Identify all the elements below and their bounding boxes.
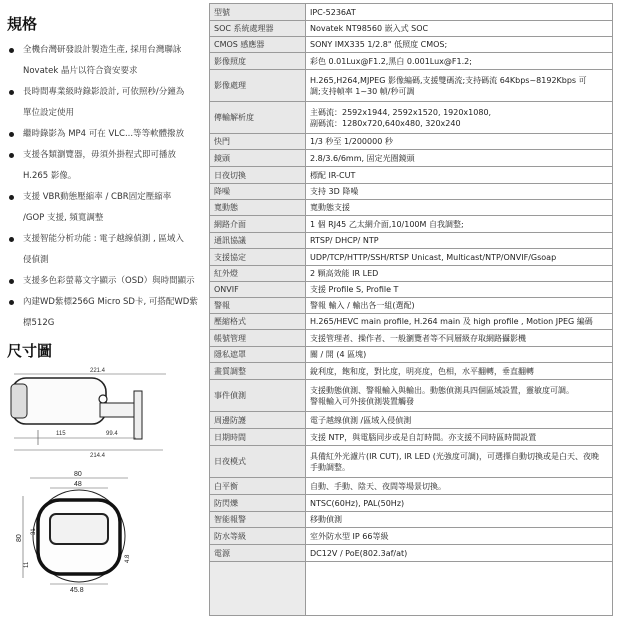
- feature-item-continued: H.265 影像。: [23, 171, 77, 181]
- spec-label: 日夜模式: [210, 446, 306, 478]
- front-small-label: 4.8: [125, 554, 131, 563]
- spec-value: [306, 347, 613, 363]
- spec-value-line: SONY IMX335 1/2.8" 低照度 CMOS;: [310, 40, 448, 49]
- spec-value-line: 2 顆高效能 IR LED: [310, 269, 379, 278]
- spec-value-line: 寬動態支援: [310, 203, 350, 212]
- spec-value: [306, 446, 613, 478]
- spec-row: [210, 446, 613, 478]
- spec-label: 快門: [210, 134, 306, 150]
- spec-value: [306, 545, 613, 562]
- spec-value-line: 移動偵測: [310, 515, 342, 524]
- spec-row: [210, 70, 613, 102]
- spec-row: [210, 314, 613, 330]
- spec-row: [210, 412, 613, 429]
- spec-row: [210, 528, 613, 545]
- spec-row: [210, 429, 613, 446]
- feature-item-continued: 單位設定使用: [23, 108, 75, 118]
- feature-item-continued: 標512G: [23, 318, 55, 328]
- spec-value: [306, 528, 613, 545]
- spec-value: [306, 330, 613, 347]
- feature-item: 長時間專業級時錄影設計, 可依照秒/分鐘為: [0, 82, 205, 103]
- spec-value: [306, 298, 613, 314]
- spec-value-line: RTSP/ DHCP/ NTP: [310, 236, 379, 245]
- spec-row: [210, 200, 613, 216]
- side-view-drawing: [8, 363, 178, 458]
- spec-value-line: UDP/TCP/HTTP/SSH/RTSP Unicast, Multicast/NTP/ONVIF/Gsoap: [310, 252, 557, 262]
- spec-row: [210, 216, 613, 233]
- front-view-drawing: [10, 466, 150, 594]
- spec-value: [306, 150, 613, 167]
- spec-row: [210, 249, 613, 266]
- spec-value-line: 銳利度，飽和度，對比度，明亮度，色相，水平翻轉，垂直翻轉: [310, 366, 534, 376]
- spec-label: 影像處理: [210, 70, 306, 102]
- spec-label: 型號: [210, 4, 306, 21]
- feature-item-continued: /GOP 支援, 頻寬調整: [23, 213, 104, 223]
- front-left-label: 11: [24, 561, 30, 568]
- spec-row: [210, 266, 613, 282]
- spec-row: [210, 495, 613, 512]
- spec-value-line: 1 個 RJ45 乙太網介面,10/100M 自我調整;: [310, 219, 464, 229]
- mount-base: [134, 391, 142, 439]
- spec-row: [210, 21, 613, 37]
- spec-row-empty: [210, 562, 613, 616]
- feature-item-continued: 侵偵測: [23, 255, 49, 265]
- spec-value: [306, 21, 613, 37]
- spec-label: 日期時間: [210, 429, 306, 446]
- spec-label: 日夜切換: [210, 167, 306, 184]
- spec-row: [210, 478, 613, 495]
- spec-value-line: 警報輸入可外接偵測裝置觸發: [310, 396, 414, 406]
- spec-value-line: 自動、手動、陰天、夜間等場景切換。: [310, 481, 446, 491]
- spec-value: [306, 495, 613, 512]
- spec-value-line: 主碼流：2592x1944, 2592x1520, 1920x1080,: [310, 107, 492, 117]
- dim-left-label: 115: [56, 431, 66, 437]
- front-bottom-label: 45.8: [70, 587, 84, 594]
- spec-value: [306, 266, 613, 282]
- spec-label: 帳號管理: [210, 330, 306, 347]
- camera-front-hood: [11, 384, 27, 418]
- front-height-label: 80: [16, 534, 23, 542]
- spec-label: 防閃爍: [210, 495, 306, 512]
- feature-item: 支援智能分析功能 : 電子越線偵測 , 區域入: [0, 229, 205, 250]
- empty-cell: [306, 562, 613, 616]
- spec-label: CMOS 感應器: [210, 37, 306, 53]
- dimension-title: 尺寸圖: [7, 342, 53, 360]
- spec-row: [210, 4, 613, 21]
- dim-bottom-label: 214.4: [90, 453, 106, 458]
- spec-label: 警報: [210, 298, 306, 314]
- spec-row: [210, 363, 613, 380]
- spec-row: [210, 380, 613, 412]
- left-column: [0, 0, 205, 620]
- spec-value-line: 調;支持幀率 1~30 幀/秒可調: [310, 86, 415, 96]
- spec-label: 事件偵測: [210, 380, 306, 412]
- spec-label: 降噪: [210, 184, 306, 200]
- dim-right-label: 99.4: [106, 431, 118, 437]
- spec-value-line: H.265,H264,MJPEG 影像編碼,支援雙碼流;支持碼流 64Kbps~8192Kbps 可: [310, 75, 587, 85]
- spec-row: [210, 37, 613, 53]
- spec-label: 壓縮格式: [210, 314, 306, 330]
- feature-item: 支援多色彩螢幕文字顯示（OSD）與時間顯示: [0, 271, 205, 292]
- feature-item: 內建WD紫標256G Micro SD卡, 可搭配WD紫: [0, 292, 205, 313]
- spec-value: [306, 363, 613, 380]
- spec-value-line: 室外防水型 IP 66等級: [310, 531, 389, 541]
- spec-value-line: 彩色 0.01Lux@F1.2,黑白 0.001Lux@F1.2;: [310, 56, 472, 66]
- spec-value: [306, 314, 613, 330]
- front-lens-window: [50, 514, 108, 544]
- front-inner-width-label: 48: [74, 481, 82, 488]
- spec-value: [306, 134, 613, 150]
- spec-label: 寬動態: [210, 200, 306, 216]
- spec-value-line: 關 / 開 (4 區塊): [310, 350, 367, 359]
- spec-value-line: 支援 NTP，與電腦同步或是自訂時間。亦支援不同時區時間設置: [310, 432, 537, 442]
- dim-top-label: 221.4: [90, 368, 106, 374]
- spec-row: [210, 167, 613, 184]
- spec-value: [306, 102, 613, 134]
- spec-value: [306, 478, 613, 495]
- spec-value-line: 手動調整。: [310, 462, 350, 472]
- spec-label: 隱私遮罩: [210, 347, 306, 363]
- spec-value-line: 電子越線偵測 /區域入侵偵測: [310, 415, 412, 425]
- spec-value: [306, 512, 613, 528]
- spec-label: ONVIF: [210, 282, 306, 298]
- spec-value-line: IPC-5236AT: [310, 7, 356, 17]
- feature-item: 支援各類瀏覽器，毋須外掛程式即可播放: [0, 145, 205, 166]
- spec-value: [306, 380, 613, 412]
- feature-item-continued: Novatek 晶片以符合資安要求: [23, 66, 138, 76]
- feature-item: 支援 VBR動態壓縮率 / CBR固定壓縮率: [0, 187, 205, 208]
- spec-value-line: 標配 IR-CUT: [310, 170, 356, 180]
- spec-label: SOC 系統處理器: [210, 21, 306, 37]
- spec-label: 紅外燈: [210, 266, 306, 282]
- spec-value-line: 1/3 秒至 1/200000 秒: [310, 137, 393, 146]
- spec-row: [210, 298, 613, 314]
- spec-title: 規格: [7, 15, 38, 33]
- spec-row: [210, 53, 613, 70]
- spec-row: [210, 233, 613, 249]
- feature-list: [0, 40, 205, 334]
- front-h2-label: 31: [31, 528, 37, 535]
- spec-value: [306, 37, 613, 53]
- spec-row: [210, 282, 613, 298]
- spec-value: [306, 249, 613, 266]
- spec-value-line: 具備紅外光濾片(IR CUT), IR LED (光強度可調)，可選擇自動切換或是白天、夜晚: [310, 451, 600, 461]
- spec-value-line: 警報 輸入 / 輸出各一組(選配): [310, 301, 415, 310]
- spec-label: 支援協定: [210, 249, 306, 266]
- spec-label: 防水等級: [210, 528, 306, 545]
- spec-label: 白平衡: [210, 478, 306, 495]
- spec-value-line: 支援 Profile S, Profile T: [310, 285, 399, 294]
- spec-label: 影像照度: [210, 53, 306, 70]
- spec-value-line: 副碼流：1280x720,640x480, 320x240: [310, 118, 461, 128]
- spec-label: 網路介面: [210, 216, 306, 233]
- spec-label: 鏡頭: [210, 150, 306, 167]
- spec-value: [306, 53, 613, 70]
- feature-item: 全機台灣研發設計製造生產, 採用台灣聯詠: [0, 40, 205, 61]
- spec-value-line: Novatek NT98560 嵌入式 SOC: [310, 24, 429, 33]
- spec-label: 周邊防護: [210, 412, 306, 429]
- spec-row: [210, 102, 613, 134]
- spec-label: 智能報警: [210, 512, 306, 528]
- feature-item: 繼時錄影為 MP4 可在 VLC...等等軟體撥放: [0, 124, 205, 145]
- empty-cell: [210, 562, 306, 616]
- spec-row: [210, 512, 613, 528]
- spec-row: [210, 134, 613, 150]
- spec-row: [210, 347, 613, 363]
- bracket-joint: [99, 395, 107, 403]
- spec-value: [306, 282, 613, 298]
- spec-value: [306, 184, 613, 200]
- spec-value-line: NTSC(60Hz), PAL(50Hz): [310, 498, 405, 508]
- spec-value-line: 支援動態偵測、警報輸入與輸出。動態偵測具四個區域設置，靈敏度可調。: [310, 385, 574, 395]
- spec-row: [210, 184, 613, 200]
- spec-row: [210, 330, 613, 347]
- spec-value: [306, 233, 613, 249]
- spec-label: 通訊協議: [210, 233, 306, 249]
- spec-table: [209, 3, 613, 616]
- spec-value: [306, 216, 613, 233]
- spec-row: [210, 150, 613, 167]
- spec-label: 畫質調整: [210, 363, 306, 380]
- spec-value: [306, 4, 613, 21]
- spec-row: [210, 545, 613, 562]
- spec-label: 傳輸解析度: [210, 102, 306, 134]
- spec-value: [306, 412, 613, 429]
- mount-arm: [100, 403, 134, 417]
- spec-label: 電源: [210, 545, 306, 562]
- front-width-label: 80: [74, 471, 82, 478]
- spec-value: [306, 167, 613, 184]
- spec-value: [306, 200, 613, 216]
- spec-value-line: DC12V / PoE(802.3af/at): [310, 548, 408, 558]
- spec-value: [306, 429, 613, 446]
- spec-value-line: H.265/HEVC main profile, H.264 main 及 high profile , Motion JPEG 編碼: [310, 317, 593, 326]
- spec-value-line: 支援管理者、操作者、一般瀏覽者等不同層級存取網路攝影機: [310, 333, 526, 343]
- spec-value: [306, 70, 613, 102]
- spec-value-line: 2.8/3.6/6mm, 固定光圈鏡頭: [310, 153, 415, 163]
- spec-value-line: 支持 3D 降噪: [310, 187, 359, 196]
